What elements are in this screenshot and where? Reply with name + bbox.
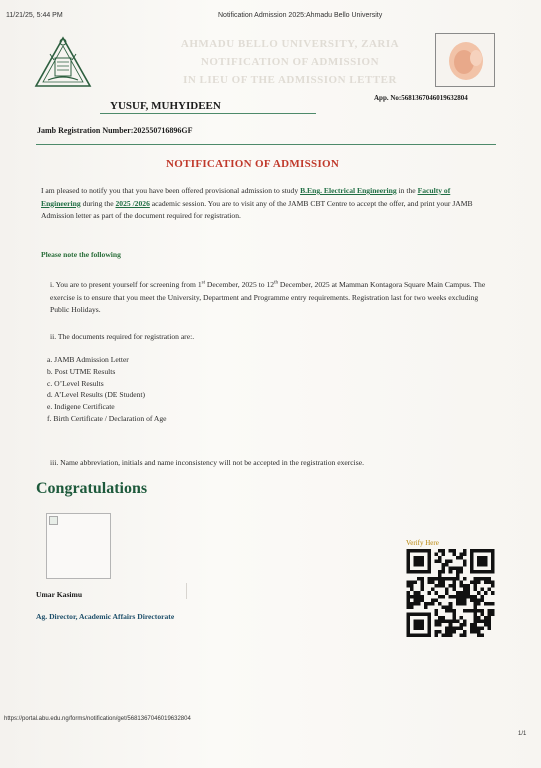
admission-paragraph [41, 185, 491, 223]
item-text: December, 2025 to 12 [204, 280, 275, 289]
ordinal-suffix: th [274, 280, 278, 286]
signatory-name: Umar Kasimu [36, 590, 83, 599]
congratulations-heading: Congratulations [36, 480, 148, 497]
name-underline [100, 113, 316, 114]
page-number: 1/1 [518, 731, 527, 737]
documents-instruction: ii. The documents required for registration are:. [50, 332, 195, 341]
screening-instruction [50, 279, 490, 317]
paper-crease [186, 583, 187, 599]
intro-text: in the [396, 186, 418, 195]
jamb-registration-number: Jamb Registration Number:202550716896GF [37, 126, 193, 135]
note-heading: Please note the following [41, 250, 121, 259]
list-item: c. O’Level Results [47, 378, 104, 388]
document-title: NOTIFICATION OF ADMISSION [166, 158, 340, 170]
name-consistency-instruction: iii. Name abbreviation, initials and name inconsistency will not be accepted in the registration exercise. [50, 458, 364, 467]
list-item: e. Indigene Certificate [47, 402, 115, 412]
university-crest-logo [34, 36, 92, 88]
intro-text: academic session. You are to visit any of the JAMB CBT Centre to accept the offer, and print your JAMB Admission letter as part of the document required for registration. [41, 198, 473, 220]
signatory-role: Ag. Director, Academic Affairs Directorate [36, 612, 175, 621]
programme-link: B.Eng. Electrical Engineering [300, 186, 397, 195]
list-item: b. Post UTME Results [47, 366, 116, 376]
page-url: https://portal.abu.edu.ng/forms/notification/get/5681367046019632804 [4, 716, 191, 722]
intro-text: during the [80, 198, 116, 208]
broken-image-icon [49, 516, 58, 525]
ordinal-suffix: st [201, 280, 205, 286]
item-text: i. You are to present yourself for screening from 1 [50, 280, 202, 289]
applicant-photo [435, 33, 495, 87]
watermark-line: NOTIFICATION OF ADMISSION [200, 56, 380, 68]
item-text: December, 2025 at Mamman Kontagora Square Main Campus. The exercise is to ensure that you meet the University, Department and Programme entry requirements. Registration last for two weeks excluding Public Holidays. [50, 280, 486, 314]
watermark-line: IN LIEU OF THE ADMISSION LETTER [183, 74, 397, 86]
watermark-line: AHMADU BELLO UNIVERSITY, ZARIA [180, 38, 400, 50]
print-datetime: 11/21/25, 5:44 PM [6, 12, 63, 19]
document-list [47, 354, 167, 425]
session-link: 2025 /2026 [115, 198, 150, 208]
faculty-link: Faculty of Engineering [41, 186, 451, 208]
verification-qr-code[interactable] [405, 549, 496, 637]
header-divider [36, 144, 496, 145]
list-item: d. A’Level Results (DE Student) [47, 390, 146, 400]
verify-label: Verify Here [406, 539, 439, 547]
list-item: a. JAMB Admission Letter [47, 355, 129, 364]
application-number: App. No:5681367046019632804 [374, 94, 468, 102]
signature-image [46, 513, 111, 579]
applicant-name: YUSUF, MUHYIDEEN [110, 100, 221, 112]
print-page-title: Notification Admission 2025:Ahmadu Bello University [218, 12, 383, 19]
list-item: f. Birth Certificate / Declaration of Age [47, 413, 167, 423]
intro-text: I am pleased to notify you that you have been offered provisional admission to study [41, 186, 301, 195]
watermark [160, 38, 420, 92]
